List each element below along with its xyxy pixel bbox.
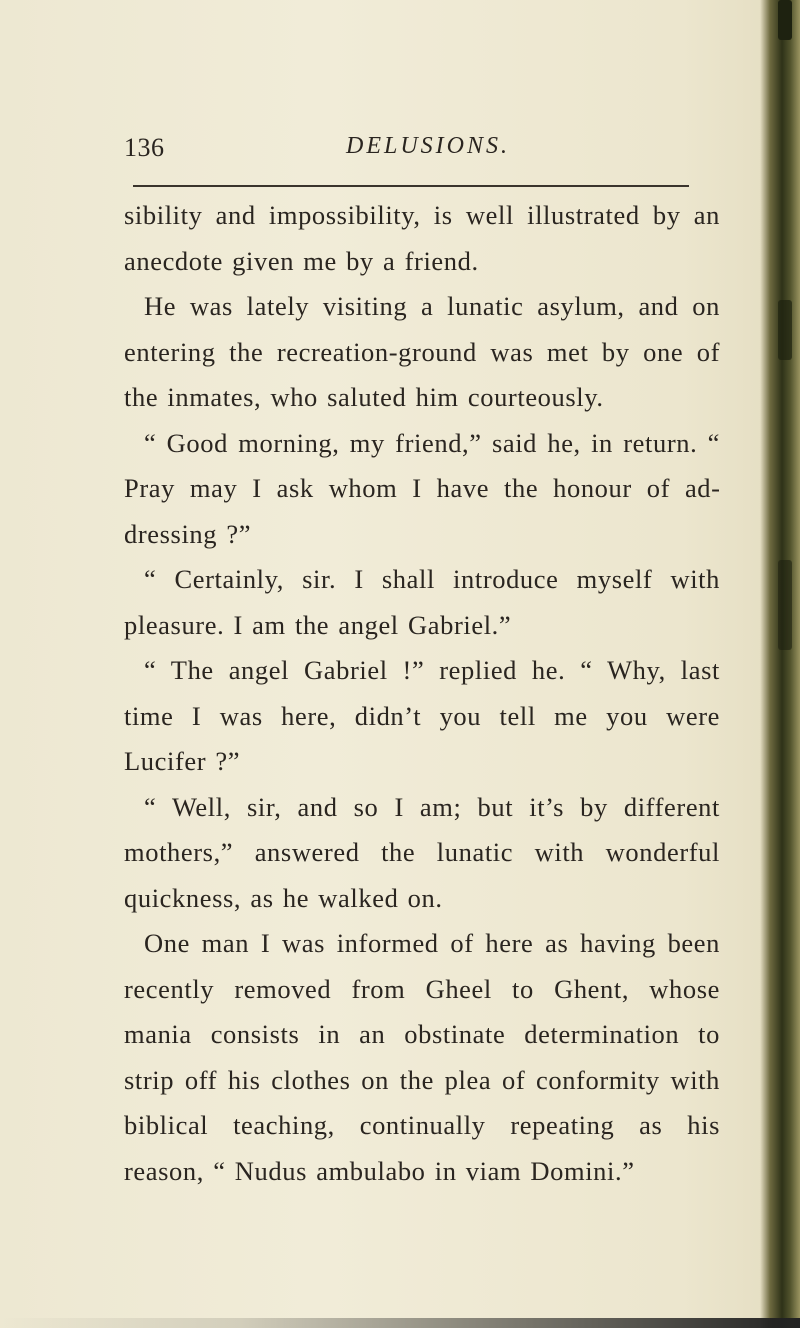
paragraph: “ Well, sir, and so I am; but it’s by different mothers,” answered the lunatic with wonderful quickness, as he walked on. [124, 791, 720, 913]
running-title: DELUSIONS. [346, 133, 511, 159]
paragraph: One man I was informed of here as having been recently removed from Gheel to Ghent, whose mania consists in an obstinate determination to strip off his clothes on the plea of conformity with biblical teaching, continually repeating as his reason, “ Nudus ambulabo in viam Domini.” [124, 928, 720, 1186]
bottom-page-edge [0, 1318, 800, 1328]
paragraph: He was lately visiting a lunatic asylum, and on entering the recreation-ground was met by one of the inmates, who saluted him courteously. [124, 291, 720, 412]
header-rule [133, 185, 689, 187]
binding-shadow [778, 0, 792, 40]
binding-shadow [778, 300, 792, 360]
paragraph: “ The angel Gabriel !” replied he. “ Why, last time I was here, didn’t you tell me you were Lucifer ?” [124, 655, 720, 776]
page-binding-edge [760, 0, 800, 1328]
page-number: 136 [124, 133, 165, 162]
body-text [124, 193, 720, 1194]
paragraph: “ Certainly, sir. I shall introduce myself with pleasure. I am the angel Gabriel.” [124, 564, 720, 640]
page-header [124, 133, 694, 165]
binding-shadow [778, 560, 792, 650]
paragraph: sibility and impossibility, is well illustrated by an anecdote given me by a friend. [124, 200, 720, 276]
paragraph: “ Good morning, my friend,” said he, in return. “ Pray may I ask whom I have the honour of addressing ?” [124, 427, 720, 549]
